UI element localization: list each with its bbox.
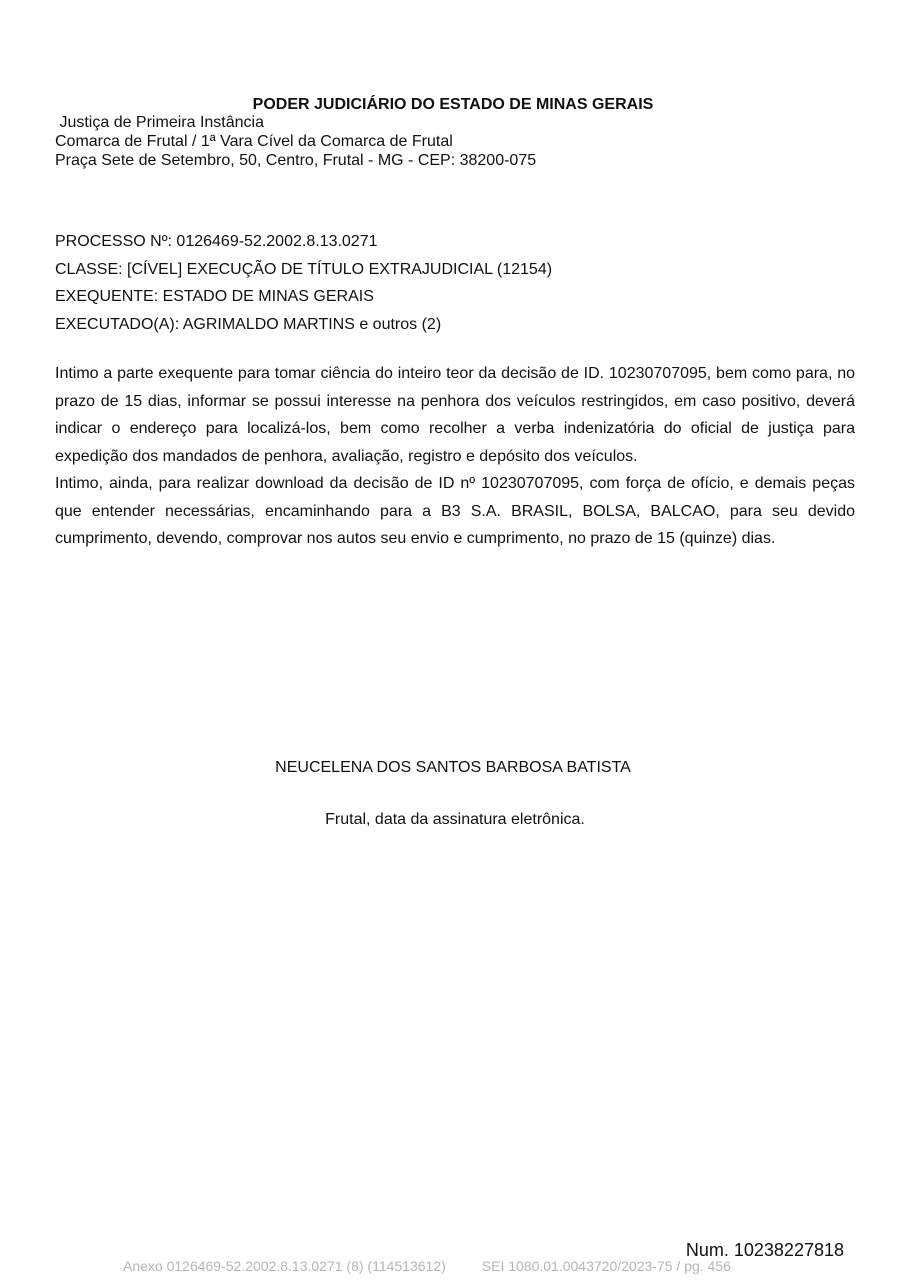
notice-body bbox=[55, 360, 855, 553]
footer-watermark bbox=[123, 1257, 731, 1275]
court-title: PODER JUDICIÁRIO DO ESTADO DE MINAS GERAIS bbox=[252, 96, 654, 113]
process-number: PROCESSO Nº: 0126469-52.2002.8.13.0271 bbox=[55, 233, 378, 250]
court-header bbox=[55, 113, 536, 170]
process-class: CLASSE: [CÍVEL] EXECUÇÃO DE TÍTULO EXTRAJUDICIAL (12154) bbox=[55, 260, 553, 278]
document-number: Num. 10238227818 bbox=[685, 1240, 844, 1260]
instance-line: Justiça de Primeira Instância bbox=[55, 114, 264, 131]
annex-reference: Anexo 0126469-52.2002.8.13.0271 (8) (114513612) bbox=[123, 1258, 446, 1274]
notice-paragraph-2: Intimo, ainda, para realizar download da decisão de ID nº 10230707095, com força de ofício, e demais peças que entender necessárias, encaminhando para a B3 S.A. BRASIL, BOLSA, BALCAO, para seu devido cumprimento, devendo, comprovar nos autos seu envio e cumprimento, no prazo de 15 (quinze) dias. bbox=[55, 475, 855, 547]
process-creditor: EXEQUENTE: ESTADO DE MINAS GERAIS bbox=[55, 288, 374, 306]
process-debtor: EXECUTADO(A): AGRIMALDO MARTINS e outros (2) bbox=[55, 316, 442, 334]
notice-paragraph-1: Intimo a parte exequente para tomar ciência do inteiro teor da decisão de ID. 10230707095, bem como para, no prazo de 15 dias, informar se possui interesse na penhora dos veículos restringidos, em caso positivo, deverá indicar o endereço para localizá-los, bem como recolher a verba indenizatória do oficial de justiça para expedição dos mandados de penhora, avaliação, registro e depósito dos veículos. bbox=[55, 365, 855, 465]
sei-reference: SEI 1080.01.0043720/2023-75 / pg. 456 bbox=[481, 1258, 731, 1274]
district-line: Comarca de Frutal / 1ª Vara Cível da Comarca de Frutal bbox=[55, 133, 453, 150]
signature-place-date: Frutal, data da assinatura eletrônica. bbox=[325, 811, 585, 828]
address-line: Praça Sete de Setembro, 50, Centro, Frutal - MG - CEP: 38200-075 bbox=[55, 152, 537, 169]
signer-name: NEUCELENA DOS SANTOS BARBOSA BATISTA bbox=[275, 759, 631, 776]
process-info bbox=[55, 228, 552, 339]
